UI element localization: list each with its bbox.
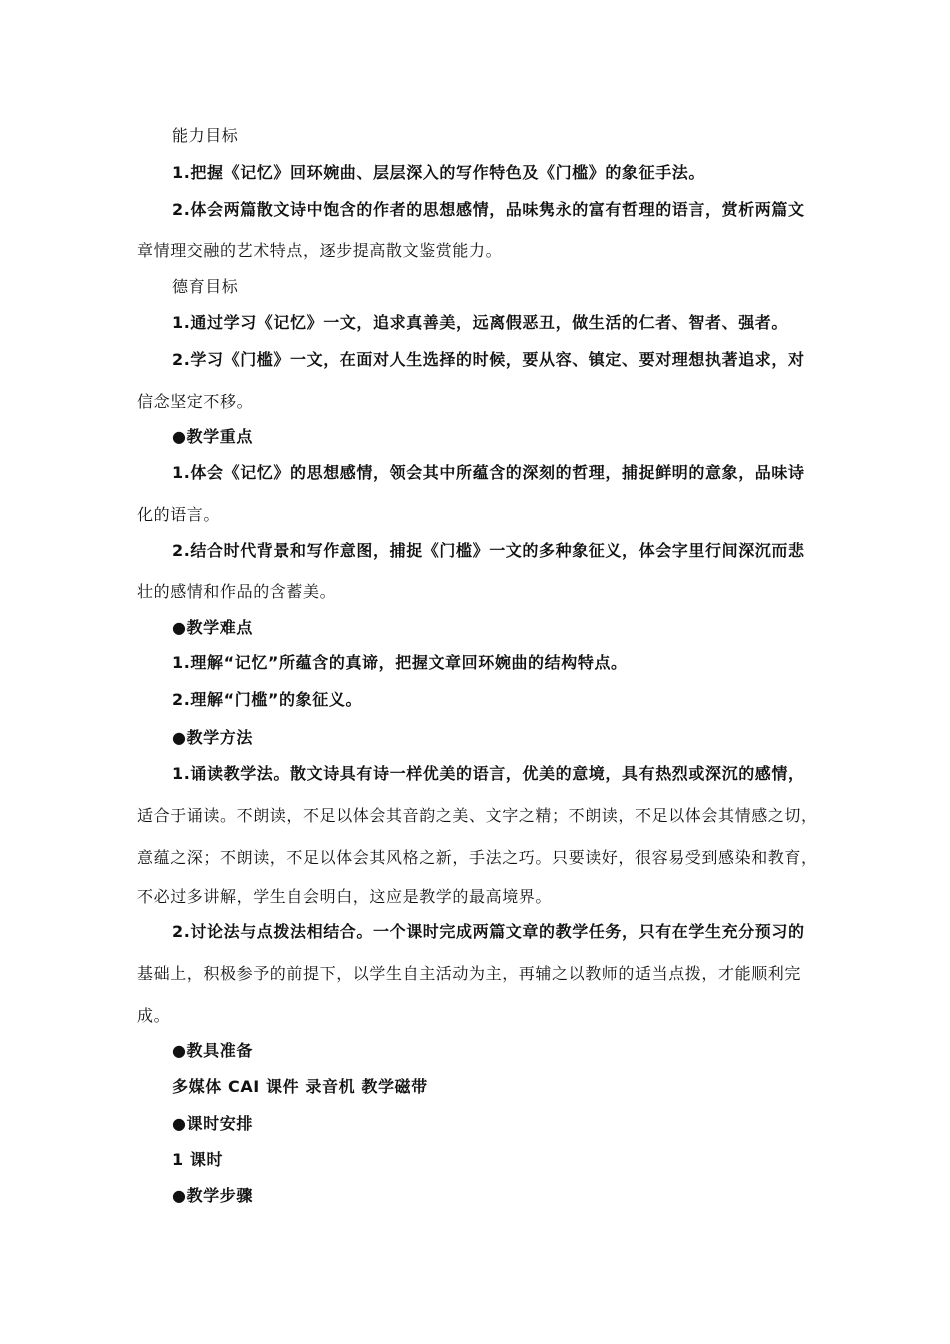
ability-item-1: 1.把握《记忆》回环婉曲、层层深入的写作特色及《门槛》的象征手法。 [172,163,706,182]
method-item-2-line-3: 成。 [137,1006,171,1025]
focus-heading: ●教学重点 [172,427,253,446]
ability-item-2-line-1: 2.体会两篇散文诗中饱含的作者的思想感情，品味隽永的富有哲理的语言，赏析两篇文 [172,200,805,219]
method-item-2-line-1: 2.讨论法与点拨法相结合。一个课时完成两篇文章的教学任务，只有在学生充分预习的 [172,922,805,941]
method-item-1-line-1: 1.诵读教学法。散文诗具有诗一样优美的语言，优美的意境，具有热烈或深沉的感情， [172,764,805,783]
moral-item-2-line-1: 2.学习《门槛》一文，在面对人生选择的时候，要从容、镇定、要对理想执著追求，对 [172,350,805,369]
ability-heading: 能力目标 [172,126,239,145]
difficulty-heading: ●教学难点 [172,618,253,637]
difficulty-item-1: 1.理解“记忆”所蕴含的真谛，把握文章回环婉曲的结构特点。 [172,653,628,672]
method-item-2-line-2: 基础上，积极参予的前提下，以学生自主活动为主，再辅之以教师的适当点拨，才能顺利完 [137,964,802,983]
schedule-text: 1 课时 [172,1150,224,1169]
steps-heading: ●教学步骤 [172,1186,253,1205]
focus-item-1-line-2: 化的语言。 [137,505,221,524]
focus-item-2-line-2: 壮的感情和作品的含蓄美。 [137,582,337,601]
focus-item-2-line-1: 2.结合时代背景和写作意图，捕捉《门槛》一文的多种象征义，体会字里行间深沉而悲 [172,541,805,560]
schedule-heading: ●课时安排 [172,1114,253,1133]
difficulty-item-2: 2.理解“门槛”的象征义。 [172,690,363,709]
method-item-1-line-4: 不必过多讲解，学生自会明白，这应是教学的最高境界。 [137,887,553,906]
moral-heading: 德育目标 [172,277,239,296]
moral-item-2-line-2: 信念坚定不移。 [137,392,254,411]
tools-text: 多媒体 CAI 课件 录音机 教学磁带 [172,1077,428,1096]
ability-item-2-line-2: 章情理交融的艺术特点，逐步提高散文鉴赏能力。 [137,241,503,260]
method-heading: ●教学方法 [172,728,253,747]
focus-item-1-line-1: 1.体会《记忆》的思想感情，领会其中所蕴含的深刻的哲理，捕捉鲜明的意象，品味诗 [172,463,805,482]
tools-heading: ●教具准备 [172,1041,253,1060]
method-item-1-line-2: 适合于诵读。不朗读，不足以体会其音韵之美、文字之精；不朗读，不足以体会其情感之切， [137,806,818,825]
moral-item-1: 1.通过学习《记忆》一文，追求真善美，远离假恶丑，做生活的仁者、智者、强者。 [172,313,789,332]
method-item-1-line-3: 意蕴之深；不朗读，不足以体会其风格之新，手法之巧。只要读好，很容易受到感染和教育， [137,848,818,867]
